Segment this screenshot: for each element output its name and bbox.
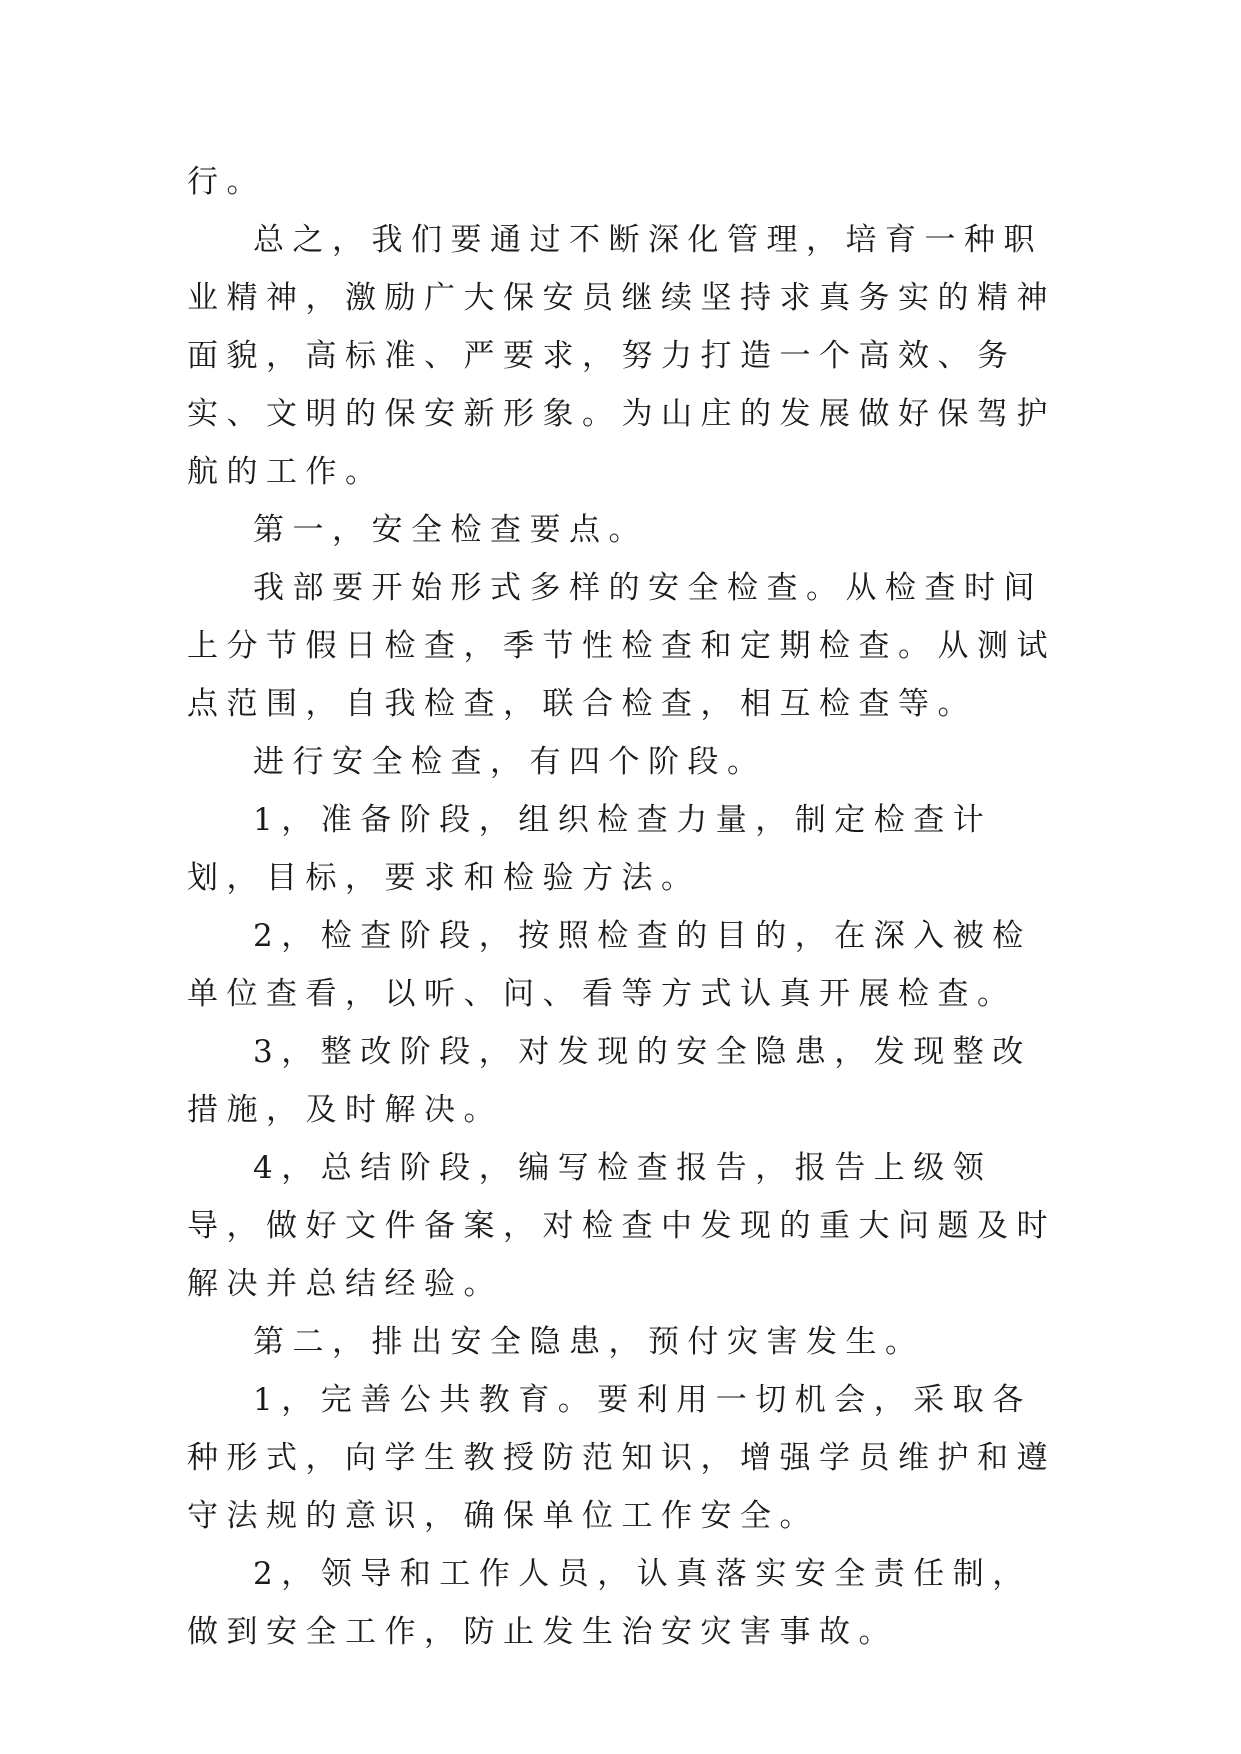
list-item: 2，检查阶段，按照检查的目的，在深入被检单位查看，以听、问、看等方式认真开展检查。 <box>187 918 1032 1012</box>
list-item: 2，领导和工作人员，认真落实安全责任制，做到安全工作，防止发生治安灾害事故。 <box>187 1556 1032 1650</box>
section-heading: 第二，排出安全隐患，预付灾害发生。 <box>253 1324 925 1360</box>
list-item: 4，总结阶段，编写检查报告，报告上级领导，做好文件备案，对检查中发现的重大问题及时解决并总结经验。 <box>187 1150 1056 1302</box>
paragraph: 行。 <box>187 164 266 200</box>
section-heading: 第一，安全检查要点。 <box>253 512 648 548</box>
paragraph: 进行安全检查，有四个阶段。 <box>253 744 767 780</box>
list-item: 3，整改阶段，对发现的安全隐患，发现整改措施，及时解决。 <box>187 1034 1032 1128</box>
paragraph: 我部要开始形式多样的安全检查。从检查时间上分节假日检查，季节性检查和定期检查。从测试点范围，自我检查，联合检查，相互检查等。 <box>187 570 1056 722</box>
list-item: 1，完善公共教育。要利用一切机会，采取各种形式，向学生教授防范知识，增强学员维护和遵守法规的意识，确保单位工作安全。 <box>187 1382 1056 1534</box>
list-item: 1，准备阶段，组织检查力量，制定检查计划，目标，要求和检验方法。 <box>187 802 993 896</box>
paragraph: 总之，我们要通过不断深化管理，培育一种职业精神，激励广大保安员继续坚持求真务实的精神面貌，高标准、严要求，努力打造一个高效、务实、文明的保安新形象。为山庄的发展做好保驾护航的工作。 <box>187 222 1056 490</box>
document-body <box>187 153 1067 1661</box>
